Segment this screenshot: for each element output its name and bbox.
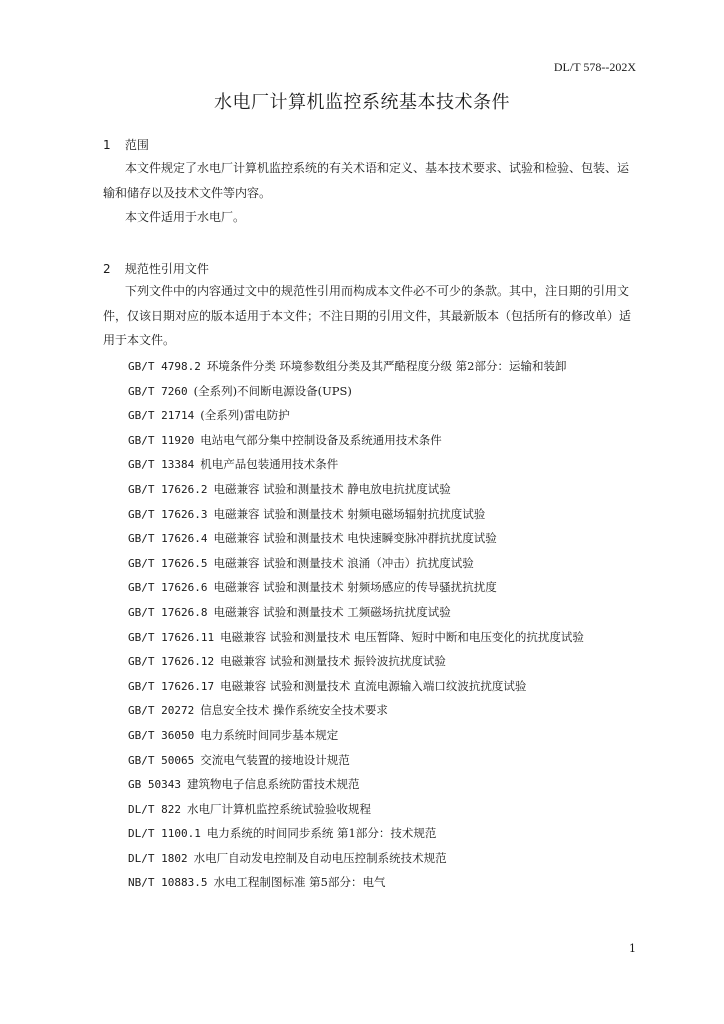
- reference-code: GB/T 21714: [128, 409, 195, 423]
- section-2-heading: [103, 260, 209, 277]
- reference-title: 电磁兼容 试验和测量技术 浪涌（冲击）抗扰度试验: [213, 555, 474, 570]
- reference-item: [128, 674, 584, 699]
- reference-code: GB/T 17626.12: [128, 655, 215, 669]
- section-title: 范围: [124, 138, 149, 152]
- page-number: 1: [629, 942, 636, 955]
- document-code: DL/T 578--202X: [553, 60, 636, 74]
- section-title: 规范性引用文件: [124, 262, 209, 276]
- reference-title: 电力系统的时间同步系统 第1部分：技术规范: [206, 826, 437, 841]
- reference-item: [128, 452, 584, 477]
- reference-title: 电站电气部分集中控制设备及系统通用技术条件: [200, 432, 442, 447]
- reference-code: GB/T 17626.5: [128, 556, 208, 570]
- reference-code: GB/T 50065: [128, 753, 195, 767]
- section-number: 2: [103, 262, 111, 276]
- reference-title: 电磁兼容 试验和测量技术 射频场感应的传导骚扰抗扰度: [213, 580, 497, 595]
- reference-code: GB/T 20272: [128, 704, 195, 718]
- reference-item: [128, 477, 584, 502]
- reference-title: 电力系统时间同步基本规定: [200, 727, 339, 742]
- reference-code: GB/T 4798.2: [128, 360, 201, 373]
- reference-code: GB/T 13384: [128, 458, 195, 472]
- normative-references-list: [128, 354, 584, 895]
- reference-item: [128, 379, 584, 404]
- reference-title: 建筑物电子信息系统防雷技术规范: [186, 777, 360, 792]
- reference-code: GB/T 17626.17: [128, 679, 215, 693]
- reference-item: [128, 354, 584, 379]
- reference-item: [128, 772, 584, 797]
- reference-code: GB/T 17626.3: [128, 507, 208, 521]
- reference-code: DL/T 1100.1: [128, 827, 201, 841]
- reference-title: (全系列)雷电防护: [200, 408, 290, 423]
- section-1-paragraph-1: 本文件规定了水电厂计算机监控系统的有关术语和定义、基本技术要求、试验和检验、包装、运输和储存以及技术文件等内容。: [103, 161, 630, 200]
- section-2-paragraph-1: 下列文件中的内容通过文中的规范性引用而构成本文件必不可少的条款。其中，注日期的引用文件，仅该日期对应的版本适用于本文件；不注日期的引用文件，其最新版本（包括所有的修改单）适用于本文件。: [103, 284, 632, 347]
- reference-item: [128, 403, 584, 428]
- reference-code: GB/T 17626.6: [128, 581, 208, 595]
- reference-title: 电磁兼容 试验和测量技术 工频磁场抗扰度试验: [213, 604, 451, 619]
- section-number: 1: [103, 138, 111, 152]
- reference-item: [128, 846, 584, 871]
- reference-code: GB/T 17626.8: [128, 605, 208, 619]
- reference-title: 信息安全技术 操作系统安全技术要求: [200, 703, 388, 718]
- reference-item: [128, 698, 584, 723]
- reference-code: GB/T 17626.2: [128, 482, 208, 496]
- reference-title: 水电厂计算机监控系统试验验收规程: [186, 801, 371, 816]
- reference-title: 电磁兼容 试验和测量技术 电快速瞬变脉冲群抗扰度试验: [213, 531, 497, 546]
- reference-item: [128, 821, 584, 846]
- reference-item: [128, 625, 584, 650]
- reference-code: GB/T 17626.11: [128, 630, 215, 644]
- reference-item: [128, 649, 584, 674]
- reference-item: [128, 600, 584, 625]
- reference-title: 电磁兼容 试验和测量技术 射频电磁场辐射抗扰度试验: [213, 506, 486, 521]
- reference-title: 环境条件分类 环境参数组分类及其严酷程度分级 第2部分：运输和装卸: [206, 359, 567, 373]
- reference-item: [128, 551, 584, 576]
- reference-title: 电磁兼容 试验和测量技术 电压暂降、短时中断和电压变化的抗扰度试验: [220, 629, 584, 644]
- reference-item: [128, 575, 584, 600]
- reference-item: [128, 428, 584, 453]
- section-1-heading: [103, 136, 149, 153]
- document-title: 水电厂计算机监控系统基本技术条件: [214, 92, 510, 113]
- reference-code: GB 50343: [128, 778, 181, 792]
- reference-title: 水电厂自动发电控制及自动电压控制系统技术规范: [193, 850, 447, 865]
- reference-item: [128, 870, 584, 895]
- reference-code: GB/T 36050: [128, 728, 195, 742]
- reference-code: GB/T 17626.4: [128, 532, 208, 546]
- reference-code: NB/T 10883.5: [128, 876, 208, 890]
- section-1-paragraph-2: 本文件适用于水电厂。: [125, 210, 246, 224]
- reference-item: [128, 526, 584, 551]
- reference-title: 电磁兼容 试验和测量技术 直流电源输入端口纹波抗扰度试验: [220, 678, 527, 693]
- reference-code: DL/T 822: [128, 802, 181, 816]
- reference-title: 电磁兼容 试验和测量技术 振铃波抗扰度试验: [220, 654, 446, 669]
- reference-title: 电磁兼容 试验和测量技术 静电放电抗扰度试验: [213, 481, 451, 496]
- reference-item: [128, 723, 584, 748]
- reference-code: GB/T 7260: [128, 384, 188, 398]
- reference-code: GB/T 11920: [128, 433, 195, 447]
- reference-title: (全系列)不间断电源设备(UPS): [193, 383, 352, 398]
- reference-item: [128, 797, 584, 822]
- reference-item: [128, 502, 584, 527]
- reference-code: DL/T 1802: [128, 851, 188, 865]
- reference-title: 机电产品包装通用技术条件: [200, 457, 339, 472]
- reference-item: [128, 748, 584, 773]
- reference-title: 水电工程制图标准 第5部分：电气: [213, 875, 386, 890]
- reference-title: 交流电气装置的接地设计规范: [200, 752, 350, 767]
